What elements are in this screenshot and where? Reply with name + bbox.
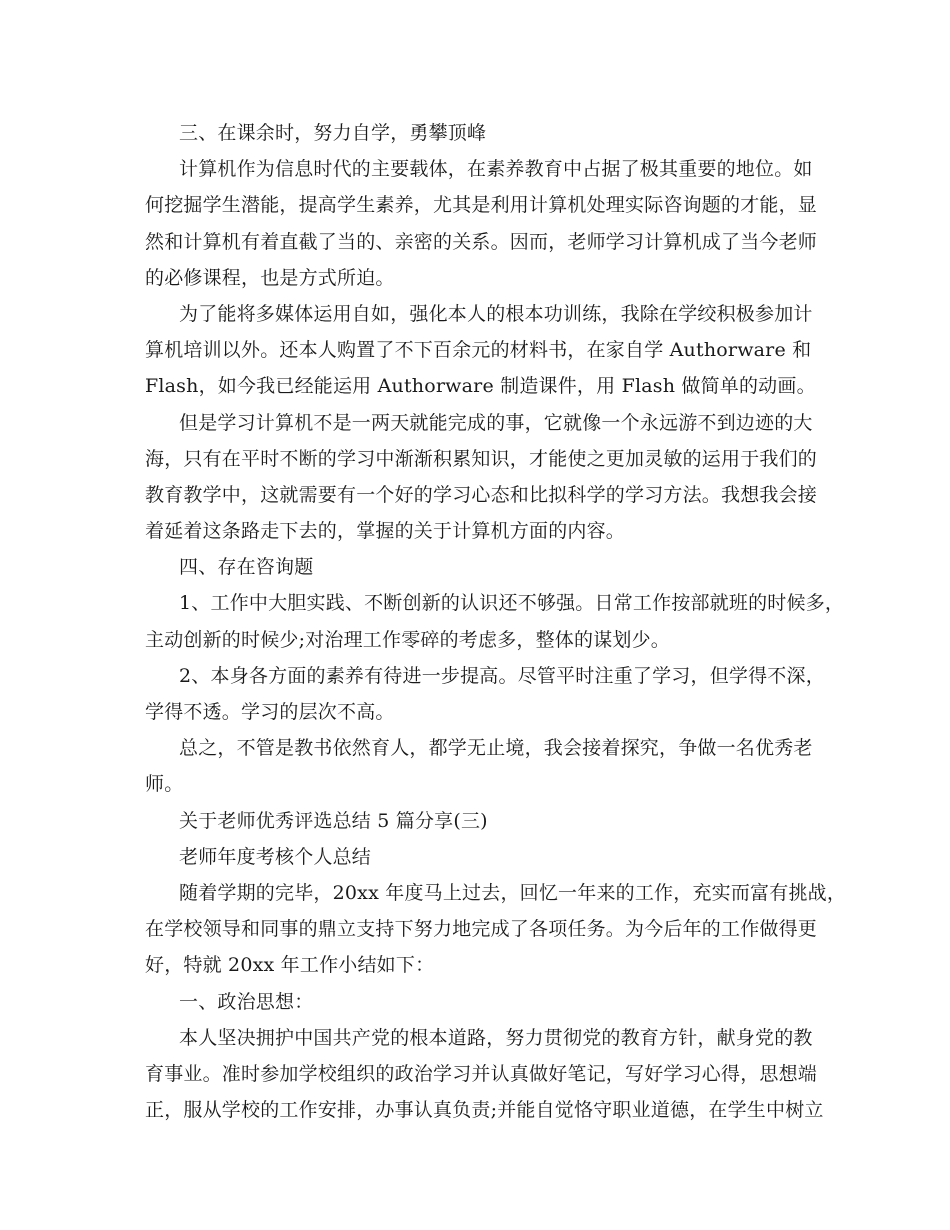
text-line: 计算机作为信息时代的主要载体，在素养教育中占据了极其重要的地位。如 (179, 158, 813, 181)
text-line: 但是学习计算机不是一两天就能完成的事，它就像一个永远游不到边迹的大 (179, 411, 813, 434)
text-line: 三、在课余时，努力自学，勇攀顶峰 (179, 122, 487, 144)
text-line: 为了能将多媒体运用自如，强化本人的根本功训练，我除在学绞积极参加计 (179, 302, 813, 325)
document-body (145, 115, 847, 1128)
text-line: 本人坚决拥护中国共产党的根本道路，努力贯彻党的教育方针，献身党的教 (179, 1026, 813, 1049)
text-line: 教育教学中，这就需要有一个好的学习心态和比拟科学的学习方法。我想我会接 (145, 483, 818, 506)
text-line: 一、政治思想： (179, 990, 314, 1013)
text-line: 海，只有在平时不断的学习中渐渐积累知识，才能使之更加灵敏的运用于我们的 (145, 447, 818, 470)
text-line: 师。 (145, 773, 184, 796)
text-line: 总之，不管是教书依然育人，都学无止境，我会接着探究，争做一名优秀老 (179, 737, 813, 760)
text-line: 着延着这条路走下去的，掌握的关于计算机方面的内容。 (145, 520, 626, 543)
text-line: 的必修课程，也是方式所迫。 (145, 266, 395, 289)
text-line: 随着学期的完毕，20xx 年度马上过去，回忆一年来的工作，充实而富有挑战， (179, 881, 847, 904)
text-line: 2、本身各方面的素养有待进一步提高。尽管平时注重了学习，但学得不深， (179, 664, 825, 687)
text-line: 在学校领导和同事的鼎立支持下努力地完成了各项任务。为今后年的工作做得更 (145, 918, 818, 941)
text-line: 老师年度考核个人总结 (179, 845, 372, 868)
text-line: 学得不透。学习的层次不高。 (145, 701, 395, 723)
text-line: 四、存在咨询题 (179, 556, 314, 579)
text-line: 然和计算机有着直截了当的、亲密的关系。因而，老师学习计算机成了当今老师 (145, 230, 818, 253)
text-line: 正，服从学校的工作安排，办事认真负责;并能自觉恪守职业道德，在学生中树立 (145, 1099, 824, 1122)
text-line: 主动创新的时候少;对治理工作零碎的考虑多，整体的谋划少。 (145, 628, 671, 651)
text-line: 好，特就 20xx 年工作小结如下： (145, 954, 435, 977)
text-line: 算机培训以外。还本人购置了不下百余元的材料书，在家自学 Authorware 和 (145, 339, 812, 362)
text-line: 1、工作中大胆实践、不断创新的认识还不够强。日常工作按部就班的时候多， (179, 592, 845, 615)
text-line: 关于老师优秀评选总结 5 篇分享(三) (179, 809, 488, 832)
text-line: 何挖掘学生潜能，提高学生素养，尤其是利用计算机处理实际咨询题的才能，显 (145, 194, 818, 217)
text-line: 育事业。准时参加学校组织的政治学习并认真做好笔记，写好学习心得，思想端 (145, 1062, 818, 1085)
text-line: Flash，如今我已经能运用 Authorware 制造课件，用 Flash 做简单的动画。 (145, 375, 816, 398)
